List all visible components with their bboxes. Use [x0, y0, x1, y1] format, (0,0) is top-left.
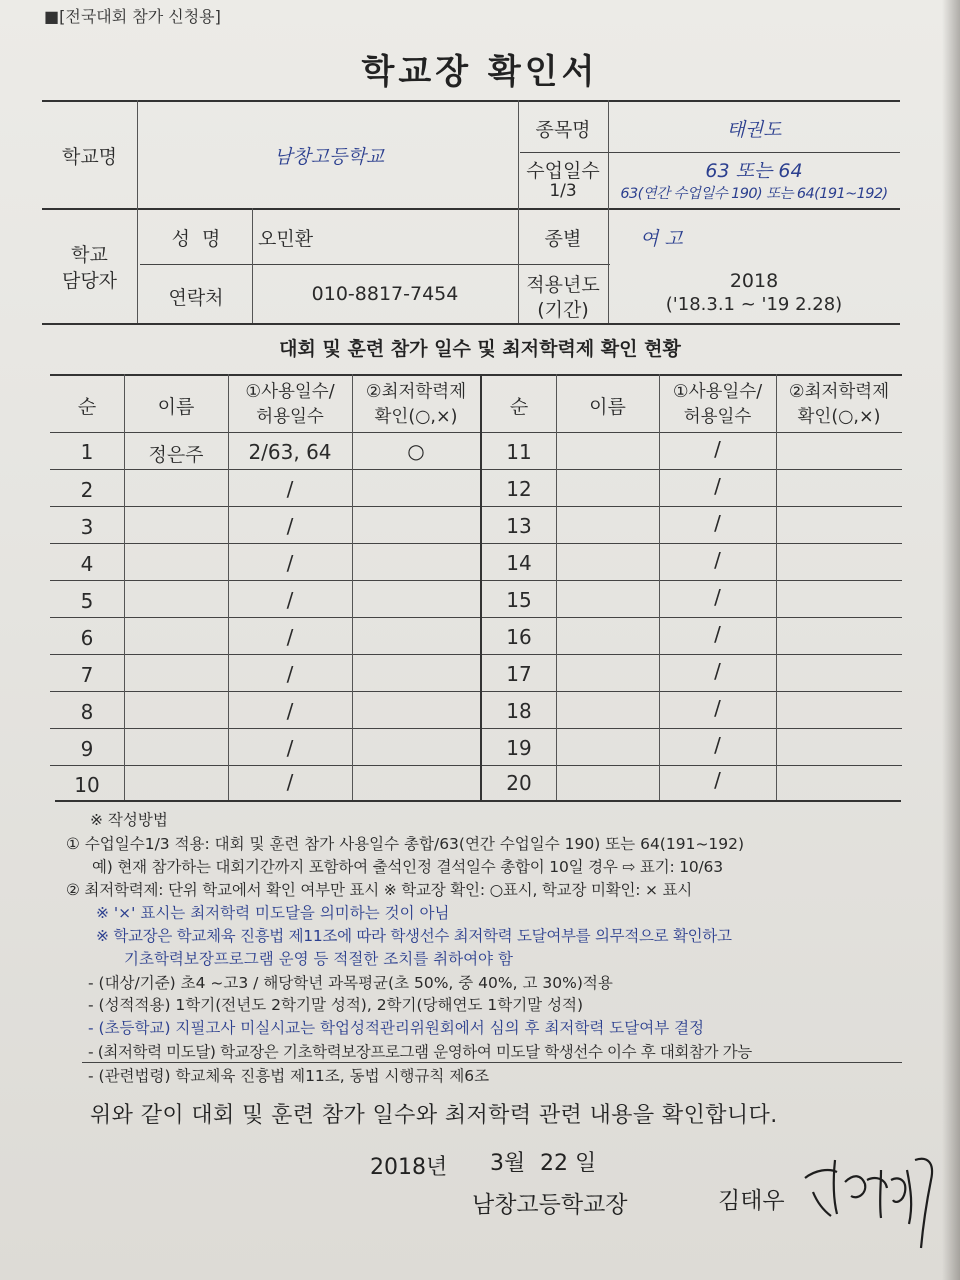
row-number: 8: [80, 700, 94, 724]
row-number: 14: [506, 551, 532, 575]
note-line: ※ '×' 표시는 최저학력 미도달을 의미하는 것이 아님: [96, 904, 450, 922]
header-name-right: 이름: [589, 396, 626, 418]
header-used-left-2: 허용일수: [256, 407, 324, 427]
row-name: 정은주: [148, 444, 204, 466]
header-used-right-2: 허용일수: [683, 407, 752, 427]
row-number: 9: [80, 737, 94, 761]
note-line: - (관련법령) 학교체육 진흥법 제11조, 동법 시행규칙 제6조: [88, 1067, 490, 1085]
header-min-right-2: 확인(○,×): [797, 407, 881, 427]
manager-name-label: 성 명: [171, 228, 221, 250]
row-used-days: /: [286, 588, 294, 612]
note-line: 기초학력보장프로그램 운영 등 적절한 조치를 취하여야 함: [124, 950, 513, 968]
note-line: ※ 학교장은 학교체육 진흥법 제11조에 따라 학생선수 최저학력 도달여부를 의무적으로 확인하고: [96, 927, 732, 945]
header-order-left: 순: [77, 396, 97, 418]
header-min-right-1: ②최저학력제: [788, 382, 890, 402]
row-number: 5: [80, 589, 94, 613]
note-line: ② 최저학력제: 단위 학교에서 확인 여부만 표시 ※ 학교장 확인: ○표시, 학교장 미확인: × 표시: [66, 881, 693, 899]
manager-label-line2: 담당자: [61, 270, 118, 292]
school-name-value: 남창고등학교: [273, 146, 385, 168]
confirmation-statement: 위와 같이 대회 및 훈련 참가 일수와 최저학력 관련 내용을 확인합니다.: [90, 1103, 778, 1128]
row-used-days: /: [714, 585, 721, 609]
row-used-days: /: [714, 437, 721, 461]
row-number: 6: [80, 626, 94, 650]
class-days-value: 63 또는 64: [705, 160, 803, 182]
row-used-days: /: [714, 474, 721, 498]
principal-name: 김태우: [718, 1188, 785, 1214]
row-used-days: 2/63, 64: [248, 440, 332, 464]
principal-signature: [795, 1140, 945, 1255]
row-number: 13: [506, 514, 532, 538]
school-name-label: 학교명: [61, 146, 118, 168]
row-used-days: /: [286, 699, 294, 723]
class-days-label: 수업일수: [526, 160, 600, 182]
gender-value: 여 고: [640, 228, 683, 250]
row-used-days: /: [286, 770, 294, 794]
gender-label: 종별: [544, 228, 582, 250]
row-used-days: /: [714, 768, 721, 792]
sport-label: 종목명: [535, 119, 591, 141]
row-number: 11: [506, 440, 532, 464]
row-number: 15: [506, 588, 532, 612]
row-used-days: /: [286, 625, 294, 649]
row-number: 4: [80, 552, 94, 576]
row-used-days: /: [714, 659, 721, 683]
row-used-days: /: [714, 696, 721, 720]
row-number: 10: [74, 773, 100, 797]
contact-label: 연락처: [168, 287, 224, 309]
manager-name-value: 오민환: [258, 228, 314, 250]
row-number: 20: [506, 771, 532, 795]
class-days-detail: 63(연간 수업일수 190) 또는 64(191~192): [620, 186, 888, 202]
row-number: 17: [506, 662, 532, 686]
row-used-days: /: [714, 733, 721, 757]
manager-label-line1: 학교: [71, 244, 108, 266]
note-line: - (성적적용) 1학기(전년도 2학기말 성적), 2학기(당해연도 1학기말 성적): [88, 996, 584, 1014]
row-min-check: ○: [407, 439, 425, 463]
note-line: - (최저학력 미도달) 학교장은 기초학력보장프로그램 운영하여 미도달 학생선수 이수 후 대회참가 가능: [88, 1043, 752, 1061]
header-tag: ■[전국대회 참가 신청용]: [44, 7, 221, 26]
note-line: - (대상/기준) 초4 ~고3 / 해당학년 과목평균(초 50%, 중 40%, 고 30%)적용: [88, 974, 613, 992]
row-number: 12: [506, 477, 532, 501]
note-line: - (초등학교) 지필고사 미실시교는 학업성적관리위원회에서 심의 후 최저학력 도달여부 결정: [88, 1019, 705, 1037]
row-used-days: /: [714, 548, 721, 572]
year-label-line2: (기간): [537, 299, 589, 321]
contact-value: 010-8817-7454: [311, 283, 459, 305]
row-number: 7: [80, 663, 94, 687]
row-number: 2: [80, 478, 94, 502]
year-label-line1: 적용년도: [526, 274, 600, 296]
date-day: 22 일: [540, 1151, 597, 1176]
class-days-fraction: 1/3: [549, 181, 577, 201]
row-used-days: /: [286, 662, 294, 686]
page-edge-shadow: [942, 0, 960, 1280]
row-used-days: /: [714, 511, 721, 535]
document-title: 학교장 확인서: [361, 52, 599, 92]
row-used-days: /: [286, 514, 294, 538]
row-used-days: /: [286, 551, 294, 575]
notes-heading: ※ 작성방법: [90, 811, 168, 829]
row-number: 16: [506, 625, 532, 649]
date-year: 2018년: [370, 1155, 448, 1180]
row-number: 3: [80, 515, 94, 539]
section-title: 대회 및 훈련 참가 일수 및 최저학력제 확인 현황: [279, 338, 681, 360]
row-number: 19: [506, 736, 532, 760]
header-used-left-1: ①사용일수/: [245, 382, 335, 402]
header-order-right: 순: [509, 396, 529, 418]
row-number: 1: [80, 440, 94, 464]
header-min-left-2: 확인(○,×): [374, 407, 458, 427]
row-number: 18: [506, 699, 532, 723]
school-principal-title: 남창고등학교장: [472, 1192, 628, 1218]
header-used-right-1: ①사용일수/: [672, 382, 763, 402]
header-name-left: 이름: [157, 396, 195, 418]
sport-value: 태권도: [726, 119, 782, 141]
header-min-left-1: ②최저학력제: [365, 382, 467, 402]
row-used-days: /: [286, 477, 294, 501]
year-period: ('18.3.1 ~ '19 2.28): [665, 294, 843, 315]
row-used-days: /: [286, 736, 294, 760]
note-line: 예) 현재 참가하는 대회기간까지 포함하여 출석인정 결석일수 총합이 10일 경우 ⇨ 표기: 10/63: [92, 858, 723, 876]
year-value: 2018: [729, 270, 779, 292]
row-used-days: /: [714, 622, 721, 646]
note-line: ① 수업일수1/3 적용: 대회 및 훈련 참가 사용일수 총합/63(연간 수업일수 190) 또는 64(191~192): [66, 835, 745, 853]
date-month: 3월: [490, 1151, 526, 1176]
